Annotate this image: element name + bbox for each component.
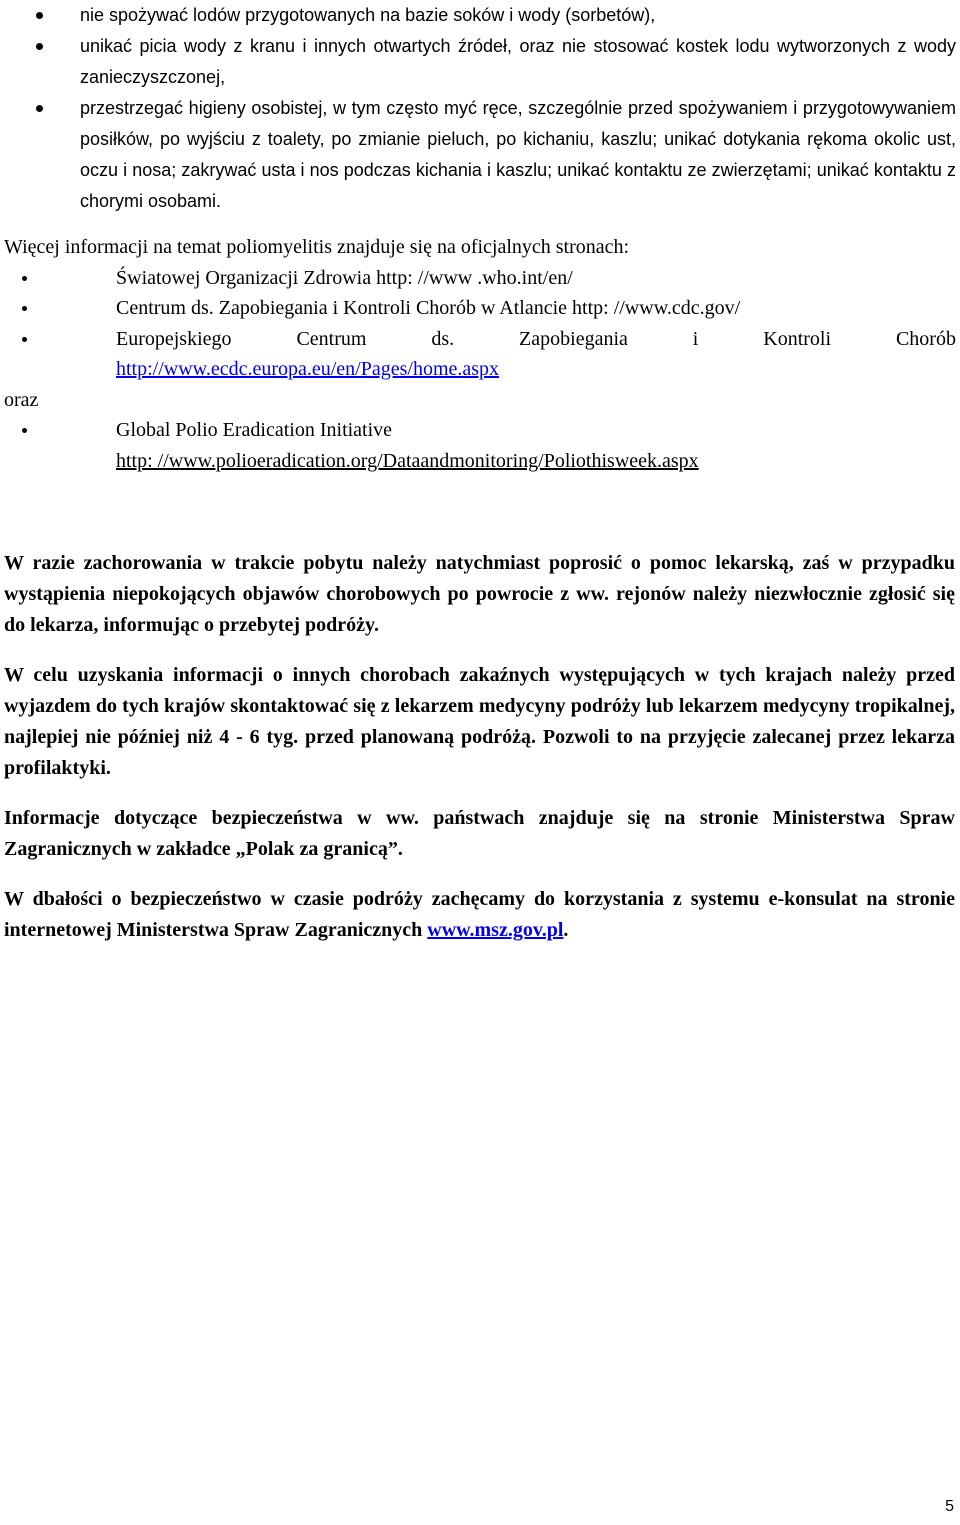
- illness-advice-paragraph: W razie zachorowania w trakcie pobytu należy natychmiast poprosić o pomoc lekarską, zaś w przypadku wystąpienia niepokojących objawów chorobowych po powrocie z ww. rejonów należy niezwłocznie zgłosić się do lekarza, informując o przebytej podróży.: [4, 552, 955, 636]
- hygiene-tips-list: [0, 0, 956, 217]
- ecdc-word: Chorób: [895, 327, 956, 350]
- gpei-list: [0, 415, 956, 476]
- safety-info-paragraph: Informacje dotyczące bezpieczeństwa w ww. państwach znajduje się na stronie Ministerstwa Spraw Zagranicznych w zakładce „Polak za granicą”.: [4, 807, 955, 860]
- list-item-gpei: [0, 415, 956, 476]
- list-item: [0, 31, 956, 93]
- tip-text: unikać picia wody z kranu i innych otwartych źródeł, oraz nie stosować kostek lodu wytworzonych z wody zanieczyszczonej,: [80, 36, 956, 87]
- ecdc-word: ds.: [431, 327, 455, 350]
- cdc-link-text[interactable]: Centrum ds. Zapobiegania i Kontroli Chorób w Atlancie http: //www.cdc.gov/: [116, 297, 741, 319]
- conjunction-text: oraz: [4, 388, 39, 411]
- list-item-cdc: [0, 293, 956, 324]
- ecdc-label: [116, 324, 956, 355]
- ecdc-link[interactable]: http://www.ecdc.europa.eu/en/Pages/home.aspx: [116, 358, 500, 380]
- bullet-icon: [36, 105, 43, 112]
- ecdc-word: Centrum: [296, 327, 367, 350]
- e-konsulat-paragraph: [0, 884, 955, 946]
- msz-link[interactable]: www.msz.gov.pl: [427, 919, 564, 941]
- list-item-who: [0, 263, 956, 294]
- list-item-ecdc: [0, 324, 956, 385]
- ecdc-word: Europejskiego: [116, 327, 232, 350]
- official-sites-list: [0, 263, 956, 385]
- more-info-intro: Więcej informacji na temat poliomyelitis znajduje się na oficjalnych stronach:: [4, 236, 630, 258]
- bullet-icon: [22, 337, 27, 342]
- advice-section: [0, 548, 955, 965]
- tip-text: nie spożywać lodów przygotowanych na bazie soków i wody (sorbetów),: [80, 5, 656, 25]
- bullet-icon: [36, 43, 43, 50]
- more-info-section: [0, 232, 956, 476]
- bullet-icon: [22, 428, 27, 433]
- e-konsulat-end: .: [563, 919, 569, 941]
- page-number: 5: [945, 1498, 954, 1515]
- ecdc-word: Kontroli: [763, 327, 832, 350]
- bullet-icon: [22, 276, 27, 281]
- gpei-link[interactable]: http: //www.polioeradication.org/Dataandmonitoring/Poliothisweek.aspx: [116, 449, 699, 472]
- ecdc-word: Zapobiegania: [519, 327, 628, 350]
- gpei-label: Global Polio Eradication Initiative: [116, 419, 393, 441]
- e-konsulat-text: W dbałości o bezpieczeństwo w czasie podróży zachęcamy do korzystania z systemu e-konsulat na stronie internetowej Ministerstwa Spraw Zagranicznych: [4, 888, 955, 941]
- list-item: [0, 93, 956, 217]
- tip-text: przestrzegać higieny osobistej, w tym często myć ręce, szczególnie przed spożywaniem i przygotowywaniem posiłków, po wyjściu z toalety, po zmianie pieluch, po kichaniu, kaszlu; unikać dotykania rękoma okolic ust, oczu i nosa; zakrywać usta i nos podczas kichania i kaszlu; unikać kontaktu ze zwierzętami; unikać kontaktu z chorymi osobami.: [80, 98, 956, 211]
- bullet-icon: [36, 12, 43, 19]
- travel-medicine-paragraph: W celu uzyskania informacji o innych chorobach zakaźnych występujących w tych krajach należy przed wyjazdem do tych krajów skontaktować się z lekarzem medycyny podróży lub lekarzem medycyny tropikalnej, najlepiej nie później niż 4 - 6 tyg. przed planowaną podróżą. Pozwoli to na przyjęcie zalecanej przez lekarza profilaktyki.: [4, 664, 955, 779]
- bullet-icon: [22, 306, 27, 311]
- list-item: [0, 0, 956, 31]
- who-link-text[interactable]: Światowej Organizacji Zdrowia http: //www .who.int/en/: [116, 266, 573, 289]
- ecdc-word: i: [692, 327, 699, 350]
